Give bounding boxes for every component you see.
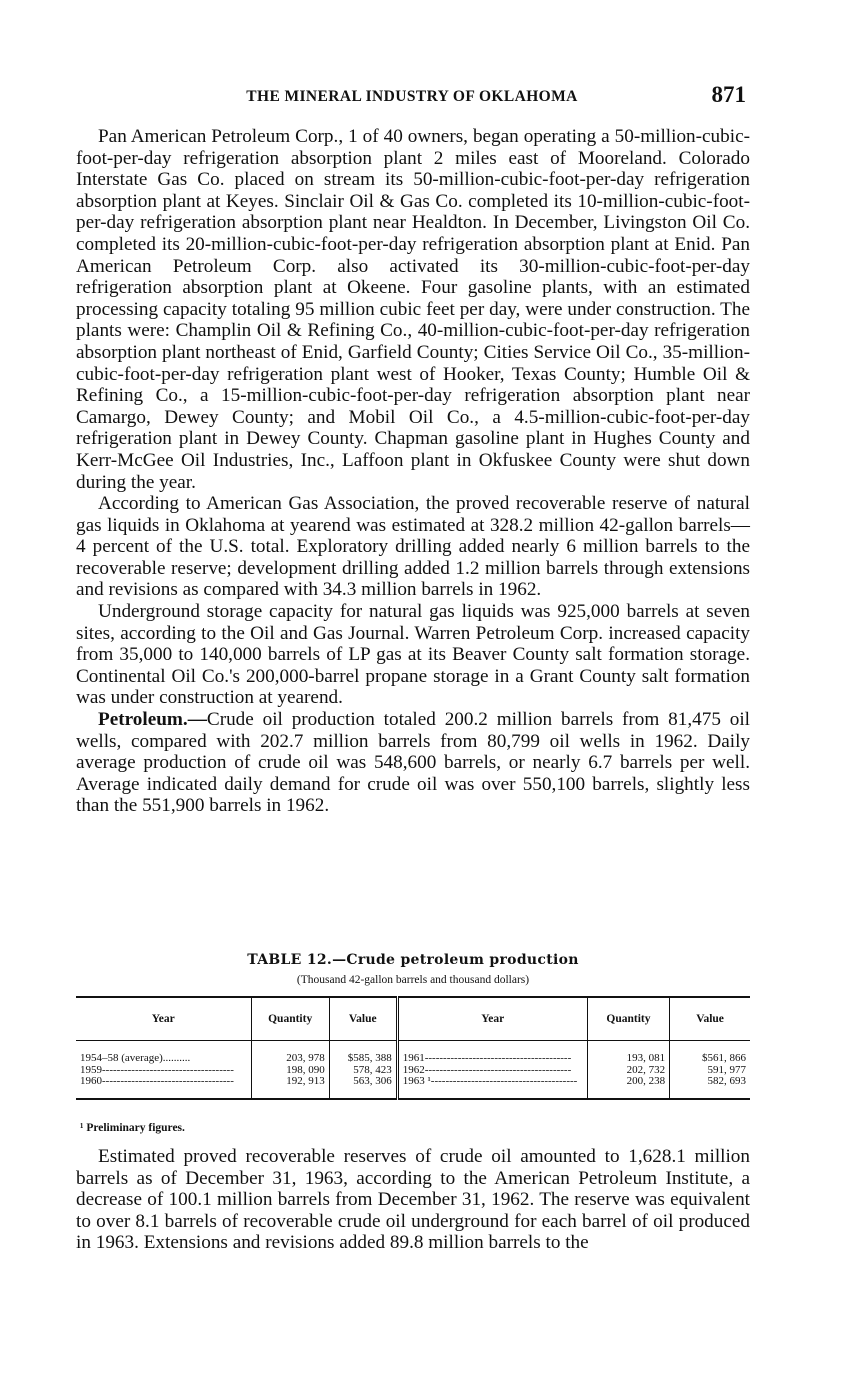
page-number: 871 xyxy=(711,82,746,107)
paragraph-text: Crude oil production totaled 200.2 million barrels from 81,475 oil wells, compared with 202.7 million barrels from 80,799 oil wells in 1962. Daily average production of crude oil was 548,600 barrels, or nearly 6.7 barrels per well. Average indicated daily demand for crude oil was over 550,100 barrels, slightly less than the 551,900 barrels in 1962. xyxy=(76,709,750,817)
table-subtitle: (Thousand 42-gallon barrels and thousand dollars) xyxy=(296,974,530,986)
table-title: TABLE 12.—Crude petroleum production xyxy=(247,952,579,968)
quantity-cell: 192, 913 xyxy=(251,1076,329,1099)
quantity-cell: 202, 732 xyxy=(587,1065,669,1077)
page-header xyxy=(76,82,748,112)
quantity-cell: 198, 090 xyxy=(251,1065,329,1077)
paragraph: Pan American Petroleum Corp., 1 of 40 owners, began operating a 50-million-cubic-foot-per-day refrigeration absorption plant 2 miles east of Mooreland. Colorado Interstate Gas Co. placed on stream its 50-million-cubic-foot-per-day refrigeration absorption plant at Keyes. Sinclair Oil & Gas Co. completed its 10-million-cubic-foot-per-day refrigeration absorption plant near Healdton. In December, Livingston Oil Co. completed its 20-million-cubic-foot-per-day refrigeration absorption plant at Enid. Pan American Petroleum Corp. also activated its 30-million-cubic-foot-per-day refrigeration absorption plant at Okeene. Four gasoline plants, with an estimated processing capacity totaling 95 million cubic feet per day, were under construction. The plants were: Champlin Oil & Refining Co., 40-million-cubic-foot-per-day refrigeration absorption plant northeast of Enid, Garfield County; Cities Service Oil Co., 35-million-cubic-foot-per-day refrigeration plant west of Hooker, Texas County; Humble Oil & Refining Co., a 15-million-cubic-foot-per-day refrigeration absorption plant near Camargo, Dewey County; and Mobil Oil Co., a 4.5-million-cubic-foot-per-day refrigeration plant in Dewey County. Chapman gasoline plant in Hughes County and Kerr-McGee Oil Industries, Inc., Laffoon plant in Okfuskee County were shut down during the year. xyxy=(76,126,750,493)
value-cell: $561, 866 xyxy=(702,1052,746,1064)
year-cell: 1962---------------------------------------- xyxy=(397,1065,587,1077)
section-run-in-heading: Petroleum.— xyxy=(98,709,207,731)
value-cell: 578, 423 xyxy=(329,1065,397,1077)
table-row xyxy=(76,1041,750,1065)
quantity-cell: 200, 238 xyxy=(587,1076,669,1099)
column-header-value: Value xyxy=(329,997,397,1041)
quantity-cell: 203, 978 xyxy=(251,1041,329,1065)
table-footnote: ¹ Preliminary figures. xyxy=(80,1122,185,1134)
value-cell: 563, 306 xyxy=(329,1076,397,1099)
year-cell: 1959------------------------------------ xyxy=(76,1065,251,1077)
body-text-top xyxy=(76,126,750,817)
table-row xyxy=(76,1076,750,1099)
paragraph: According to American Gas Association, the proved recoverable reserve of natural gas liquids in Oklahoma at yearend was estimated at 328.2 million 42-gallon barrels—4 percent of the U.S. total. Exploratory drilling added nearly 6 million barrels to the recoverable reserve; development drilling added 1.2 million barrels through extensions and revisions as compared with 34.3 million barrels in 1962. xyxy=(76,493,750,601)
column-header-year: Year xyxy=(76,997,251,1041)
column-header-quantity: Quantity xyxy=(587,997,669,1041)
year-cell: 1960------------------------------------ xyxy=(76,1076,251,1099)
paragraph: Underground storage capacity for natural gas liquids was 925,000 barrels at seven sites, according to the Oil and Gas Journal. Warren Petroleum Corp. increased capacity from 35,000 to 140,000 barrels of LP gas at its Beaver County salt formation storage. Continental Oil Co.'s 200,000-barrel propane storage in a Grant County salt formation was under construction at yearend. xyxy=(76,601,750,709)
column-header-year: Year xyxy=(397,997,587,1041)
column-header-value: Value xyxy=(670,997,750,1041)
value-cell: $585, 388 xyxy=(329,1041,397,1065)
year-cell: 1954–58 (average).......... xyxy=(76,1041,251,1065)
value-cell: 582, 693 xyxy=(707,1075,746,1087)
table-12 xyxy=(76,952,750,1100)
paragraph: Estimated proved recoverable reserves of crude oil amounted to 1,628.1 million barrels as of December 31, 1963, according to the American Petroleum Institute, a decrease of 100.1 million barrels from December 31, 1962. The reserve was equivalent to over 8.1 barrels of recoverable crude oil underground for each barrel of oil produced in 1963. Extensions and revisions added 89.8 million barrels to the xyxy=(76,1146,750,1254)
table-header-row xyxy=(76,997,750,1041)
petroleum-paragraph xyxy=(76,709,750,817)
column-header-quantity: Quantity xyxy=(251,997,329,1041)
body-text-bottom xyxy=(76,1146,750,1254)
year-cell: 1961---------------------------------------- xyxy=(397,1041,587,1065)
year-cell: 1963 ¹---------------------------------------- xyxy=(397,1076,587,1099)
production-table xyxy=(76,996,750,1100)
running-title: THE MINERAL INDUSTRY OF OKLAHOMA xyxy=(246,88,578,105)
value-cell: 591, 977 xyxy=(707,1063,746,1076)
quantity-cell: 193, 081 xyxy=(587,1041,669,1065)
